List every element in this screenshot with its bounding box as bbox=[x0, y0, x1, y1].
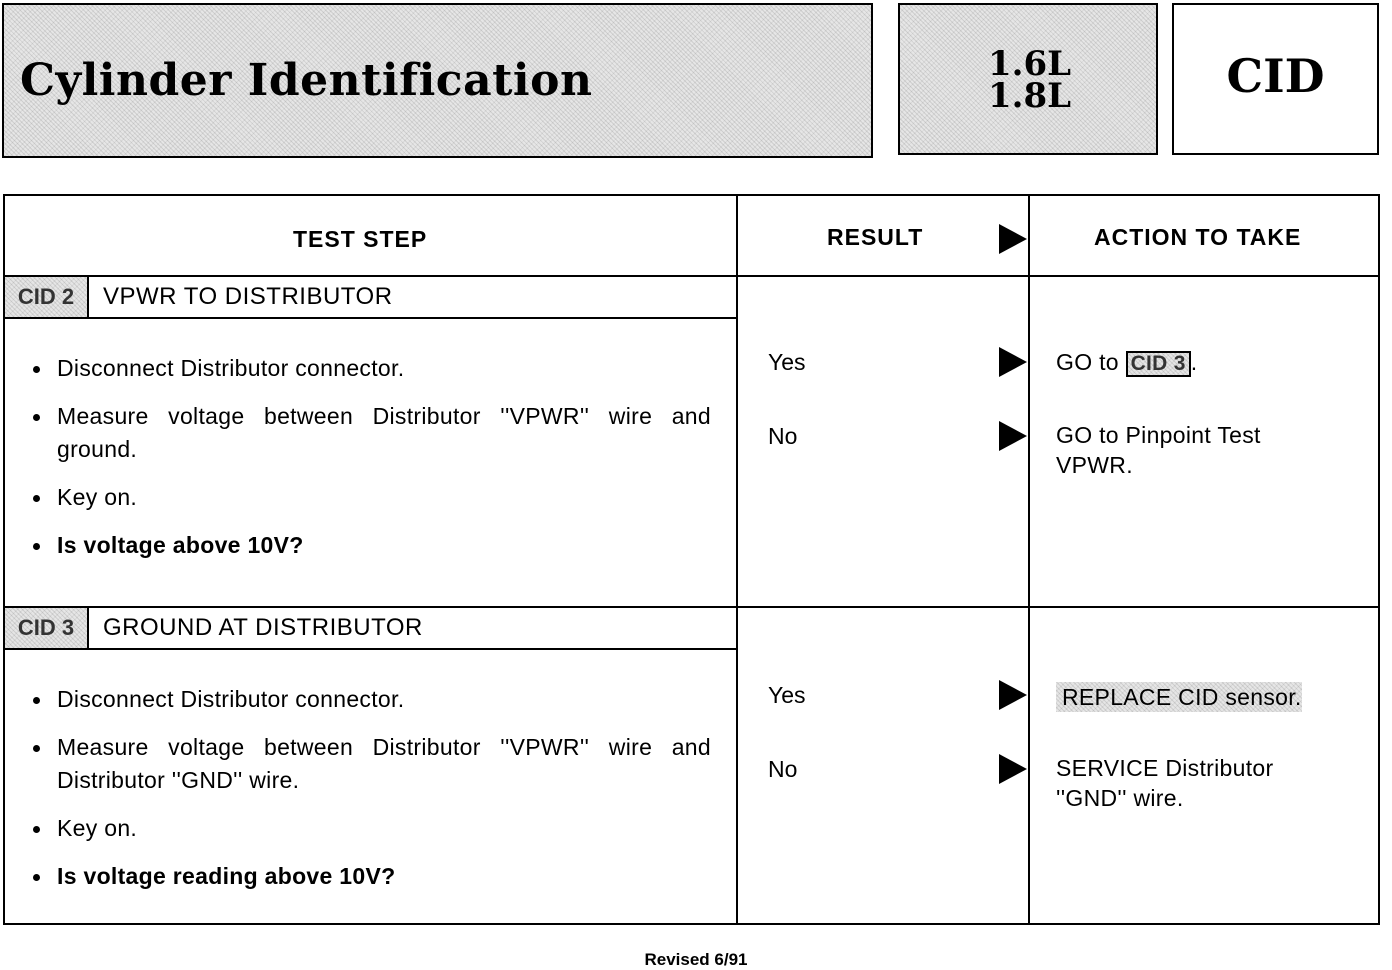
action-text: . bbox=[1190, 349, 1198, 375]
section-code: CID bbox=[1226, 49, 1325, 103]
step-tag: CID 2 bbox=[5, 277, 89, 317]
list-item: Key on. bbox=[31, 481, 711, 514]
column-header-test-step: TEST STEP bbox=[293, 226, 428, 252]
step-bullets-cid3 bbox=[31, 683, 711, 908]
list-item: Measure voltage between Distributor ''VPWR'' wire and ground. bbox=[31, 400, 711, 466]
column-header-result: RESULT bbox=[827, 224, 924, 250]
step-title: GROUND AT DISTRIBUTOR bbox=[103, 614, 423, 641]
list-item: Measure voltage between Distributor ''VPWR'' wire and Distributor ''GND'' wire. bbox=[31, 731, 711, 797]
title-box bbox=[2, 3, 873, 158]
step-tag: CID 3 bbox=[5, 608, 89, 648]
action-text: GO to bbox=[1056, 349, 1119, 375]
step-header-cid3 bbox=[5, 608, 736, 650]
list-item: Key on. bbox=[31, 812, 711, 845]
action-go-to-cid3 bbox=[1056, 347, 1356, 377]
code-box bbox=[1172, 3, 1379, 155]
engine-label-2: 1.8L bbox=[988, 76, 1072, 116]
list-item-question: Is voltage reading above 10V? bbox=[31, 860, 711, 893]
revision-footer: Revised 6/91 bbox=[644, 950, 748, 969]
right-triangle-arrow-icon bbox=[999, 347, 1027, 377]
column-divider-2 bbox=[1028, 196, 1030, 923]
step-bullets-cid2 bbox=[31, 352, 711, 577]
action-pinpoint-test: GO to Pinpoint Test VPWR. bbox=[1056, 422, 1261, 478]
right-triangle-arrow-icon bbox=[999, 680, 1027, 710]
right-triangle-arrow-icon bbox=[999, 224, 1027, 254]
list-item: Disconnect Distributor connector. bbox=[31, 352, 711, 385]
action-replace-sensor bbox=[1056, 682, 1356, 712]
list-item: Disconnect Distributor connector. bbox=[31, 683, 711, 716]
result-no: No bbox=[768, 423, 798, 449]
page-title: Cylinder Identification bbox=[20, 55, 593, 106]
right-triangle-arrow-icon bbox=[999, 754, 1027, 784]
step-title: VPWR TO DISTRIBUTOR bbox=[103, 283, 393, 310]
cid3-reference-tag[interactable]: CID 3 bbox=[1126, 351, 1191, 377]
engine-label-1: 1.6L bbox=[988, 44, 1072, 84]
column-header-action: ACTION TO TAKE bbox=[1094, 224, 1302, 250]
test-table bbox=[3, 194, 1380, 925]
action-service-ground: SERVICE Distributor ''GND'' wire. bbox=[1056, 755, 1274, 811]
list-item-question: Is voltage above 10V? bbox=[31, 529, 711, 562]
result-yes: Yes bbox=[768, 682, 806, 708]
result-no: No bbox=[768, 756, 798, 782]
right-triangle-arrow-icon bbox=[999, 421, 1027, 451]
action-text: REPLACE CID sensor. bbox=[1056, 682, 1302, 712]
step-header-cid2 bbox=[5, 277, 736, 319]
column-divider-1 bbox=[736, 196, 738, 923]
result-yes: Yes bbox=[768, 349, 806, 375]
engine-box bbox=[898, 3, 1158, 155]
